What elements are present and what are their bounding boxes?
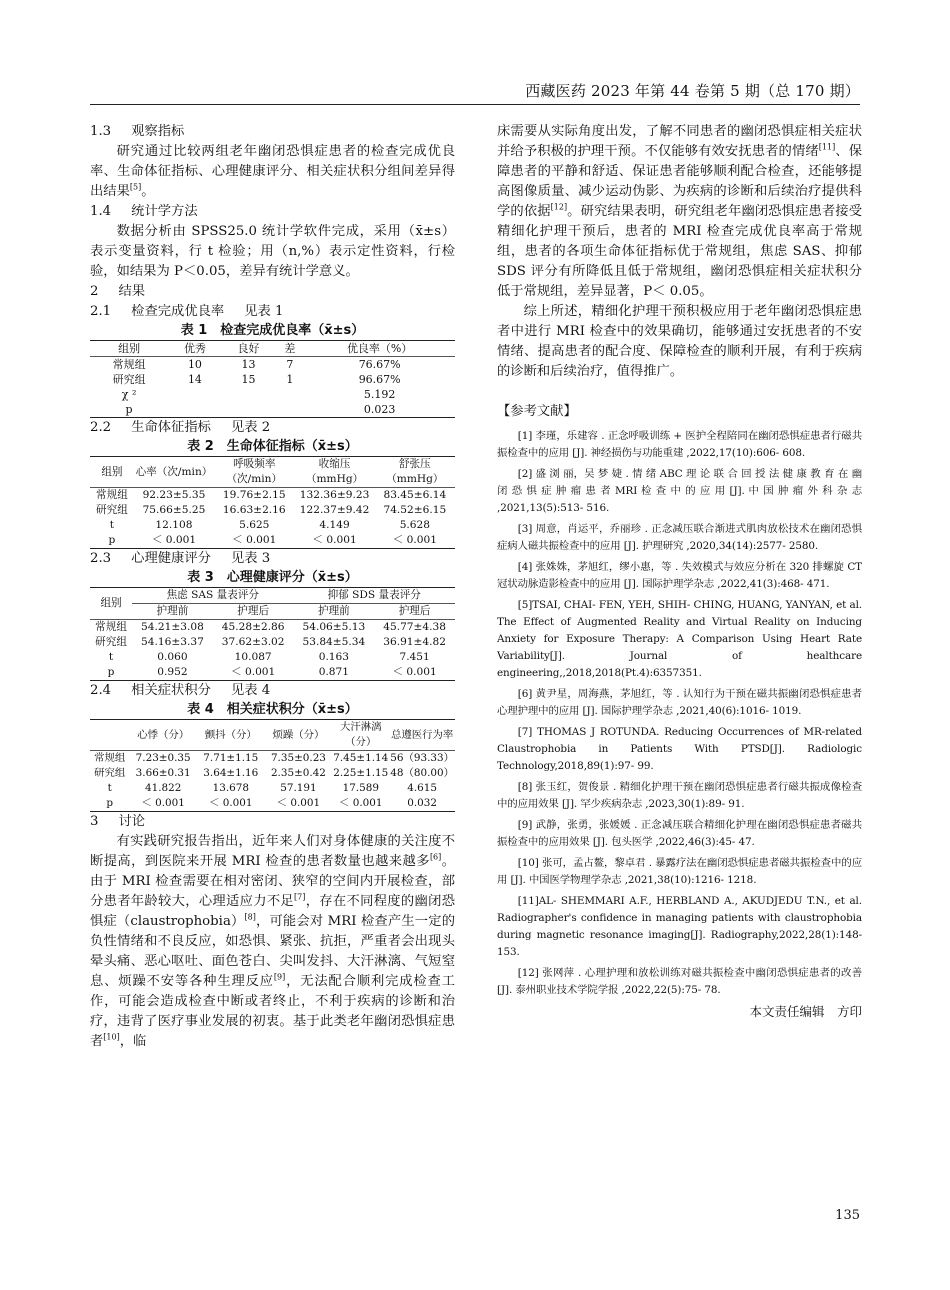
reference-item: [8] 张玉红，贺俊景 . 精细化护理干预在幽闭恐惧症患者行磁共振成像检查中的应用效果 [J]. 罕少疾病杂志 ,2023,30(1):89- 91. [497, 781, 862, 810]
table-cell [222, 402, 276, 418]
heading-number: 3 [90, 814, 99, 829]
table-header-cell: 组别 [90, 588, 132, 620]
table-cell: 45.28±2.86 [221, 621, 285, 633]
table-header-cell: 心率（次/min） [135, 465, 213, 478]
table-row [90, 650, 455, 665]
table-cell: 54.21±3.08 [141, 621, 204, 633]
table-cell: 7.23±0.35 [135, 752, 191, 764]
heading-text: 心理健康评分 [131, 551, 211, 566]
table-cell: 常规组 [96, 489, 128, 501]
table-3 [90, 587, 455, 681]
table-row [90, 357, 455, 373]
table-cell: 13 [241, 358, 256, 371]
para-text: 研究通过比较两组老年幽闭恐惧症患者的检查完成优良率、生命体征指标、心理健康评分、相关症状积分组间差异得出结果 [90, 144, 455, 199]
table-cell: 57.191 [280, 782, 317, 794]
citation: [7] [294, 892, 306, 902]
citation: [12] [550, 202, 568, 212]
citation: [10] [103, 1032, 120, 1042]
discussion-paragraph [90, 832, 455, 1052]
table-cell: 10 [187, 358, 202, 371]
table-2 [90, 456, 455, 549]
table-header-cell: 护理前 [156, 605, 189, 617]
citation: [6] [429, 852, 442, 862]
citation: [8] [244, 912, 256, 922]
table-cell: ＜ 0.001 [392, 666, 437, 678]
table-row [90, 518, 455, 533]
table-cell: 48（80.00） [390, 767, 454, 779]
table-cell: 10.087 [234, 651, 272, 663]
table-4 [90, 719, 455, 812]
table-4-title: 表 4 相关症状积分（x̄±s） [187, 702, 358, 717]
para-text: 有实践研究报告指出，近年来人们对身体健康的关注度不断提高，到医院来开展 MRI 检查的患者数量也越来越多 [90, 834, 455, 869]
table-2-title: 表 2 生命体征指标（x̄±s） [187, 439, 358, 454]
table-cell: 53.84±5.34 [302, 636, 366, 648]
journal-title: 西藏医药 2023 年第 44 卷第 5 期（总 170 期） [525, 82, 860, 100]
table-reference: 见表 1 [244, 304, 284, 319]
table-cell: 45.77±4.38 [383, 621, 447, 633]
table-header-cell: 护理前 [317, 605, 350, 617]
table-cell: 83.45±6.14 [383, 489, 447, 501]
reference-item: [7] THOMAS J ROTUNDA. Reducing Occurrences of MR-related Claustrophobia in Patients With PTSD[J]. Radiologic Technology,2018,89(1):97- 99. [497, 726, 862, 772]
table-cell: 研究组 [112, 373, 146, 386]
table-row [90, 402, 455, 418]
table-cell: ＜ 0.001 [312, 534, 357, 546]
table-cell: 54.06±5.13 [302, 621, 366, 633]
table-header-cell: 差 [284, 342, 296, 355]
heading-number: 2.3 [90, 551, 112, 566]
table-header-cell: 抑郁 SDS 量表评分 [294, 588, 455, 604]
para-text: 。由于 MRI 检查需要在相对密闭、狭窄的空间内开展检查，部分患者年龄较大，心理适应力不足 [90, 854, 455, 909]
reference-item: [11]AL- SHEMMARI A.F., HERBLAND A., AKUDJEDU T.N., et al. Radiographer's confidence in managing patients with claustrophobia during magnetic resonance imaging[J]. Radiography,2022,28(1):148- 153. [497, 895, 862, 958]
table-cell: t [109, 519, 115, 531]
reference-item: [9] 武静，张勇，张媛媛 . 正念减压联合精细化护理在幽闭恐惧症患者磁共振检查中的应用效果 [J]. 包头医学 ,2022,46(3):45- 47. [497, 819, 862, 848]
table-row [90, 503, 455, 518]
table-cell: 0.023 [363, 403, 396, 416]
table-cell: 7.451 [399, 651, 430, 663]
table-row [90, 751, 455, 767]
table-cell: 122.37±9.42 [299, 504, 370, 516]
reference-item: [3] 周意，肖运平，乔丽珍 . 正念减压联合渐进式肌肉放松技术在幽闭恐惧症病人磁共振检查中的应用 [J]. 护理研究 ,2020,34(14):2577- 2580. [497, 523, 862, 552]
reference-item: [12] 张网萍 . 心理护理和放松训练对磁共振检查中幽闭恐惧症患者的改善 [J]. 泰州职业技术学院学报 ,2022,22(5):75- 78. [497, 967, 862, 996]
table-row [90, 620, 455, 636]
table-cell [275, 402, 304, 418]
reference-item: [6] 黄尹星，周海燕，茅旭红，等 . 认知行为干预在磁共振幽闭恐惧症患者心理护理中的应用 [J]. 国际护理学杂志 ,2021,40(6):1016- 1019. [497, 688, 862, 717]
table-reference: 见表 3 [230, 551, 271, 566]
table-header-cell: 组别 [101, 465, 123, 478]
table-header-cell: 优良率（%） [346, 342, 413, 355]
table-cell: 13.678 [212, 782, 249, 794]
table-header-cell [90, 720, 129, 751]
heading-text: 结果 [118, 284, 146, 299]
table-cell: 15 [241, 373, 256, 386]
table-header-cell: 良好 [237, 342, 260, 355]
table-cell: ＜ 0.001 [151, 534, 197, 546]
table-cell: χ ² [121, 388, 137, 401]
table-cell: ＜ 0.001 [276, 797, 321, 809]
para-text: ，无法配合顺利完成检查工作，可能会造成检查中断或者终止，不利于疾病的诊断和治疗，违背了医疗事业发展的初衷。基于此类老年幽闭恐惧症患者 [90, 974, 456, 1049]
table-cell: 研究组 [96, 504, 128, 516]
left-column [90, 122, 455, 1052]
table-cell: ＜ 0.001 [232, 534, 277, 546]
table-cell: 36.91±4.82 [383, 636, 447, 648]
table-cell: 3.66±0.31 [135, 767, 191, 779]
conclusion-paragraph: 综上所述，精细化护理干预积极应用于老年幽闭恐惧症患者中进行 MRI 检查中的效果确切，能够通过安抚患者的不安情绪、提高患者的配合度、保障检查的顺利开展，有利于疾病的诊断和后续治疗，值得推广。 [497, 304, 862, 379]
responsible-editor: 本文责任编辑 方印 [749, 1004, 862, 1019]
table-cell: 研究组 [94, 767, 126, 779]
table-header-cell: 收缩压（mmHg） [305, 458, 364, 485]
table-cell: 37.62±3.02 [221, 636, 285, 648]
table-cell: ＜ 0.001 [231, 666, 276, 678]
para-text: ，存在不同程度的幽闭恐惧症（claustrophobia） [90, 894, 456, 929]
heading-text: 统计学方法 [131, 204, 198, 219]
table-cell: 74.52±6.15 [383, 504, 447, 516]
table-header-cell: 舒张压（mmHg） [386, 458, 444, 485]
table-cell: 5.192 [363, 388, 396, 401]
table-header-cell: 呼吸频率（次/min） [226, 458, 283, 485]
heading-number: 1.3 [90, 124, 112, 139]
right-column [497, 122, 862, 1022]
table-cell: 常规组 [95, 621, 127, 633]
section-2-3-heading [90, 549, 455, 569]
section-2-1-heading [90, 302, 455, 322]
table-cell [222, 387, 276, 402]
para-text: ，临 [119, 1034, 147, 1049]
section-2-2-heading [90, 418, 455, 438]
table-reference: 见表 4 [230, 683, 271, 698]
table-cell: 17.589 [342, 782, 379, 794]
table-cell: 132.36±9.23 [299, 489, 370, 501]
table-cell: 96.67% [358, 373, 401, 386]
para-text: 。研究结果表明，研究组老年幽闭恐惧症患者接受精细化护理干预后，患者的 MRI 检查完成优良率高于常规组，患者的各项生命体征指标优于常规组，焦虑 SAS、抑郁 SDS 评分有所降低且低于常规组，幽闭恐惧症相关症状积分低于常规组，差异显著，P＜ 0.05。 [497, 204, 863, 299]
section-1-3-heading [90, 122, 455, 142]
table-cell: 0.163 [318, 651, 350, 663]
heading-text: 讨论 [118, 814, 146, 829]
heading-text: 观察指标 [131, 124, 185, 139]
table-cell: p [107, 666, 115, 678]
section-1-4-paragraph: 数据分析由 SPSS25.0 统计学软件完成，采用（x̄±s）表示变量资料，行 t 检验；用（n,%）表示定性资料，行检验，如结果为 P＜0.05，差异有统计学意义。 [90, 224, 455, 279]
table-cell: 2.25±1.15 [333, 767, 389, 779]
heading-number: 1.4 [90, 204, 112, 219]
table-header-cell: 组别 [118, 342, 141, 355]
para-text: ，可能会对 MRI 检查产生一定的负性情绪和不良反应，如恐惧、紧张、抗拒，严重者会出现头晕头痛、恶心呕吐、面色苍白、尖叫发抖、大汗淋漓、气短窒息、烦躁不安等各种生理反应 [90, 914, 455, 989]
table-cell: p [125, 403, 133, 416]
heading-number: 2.1 [90, 304, 112, 319]
table-header-cell: 心悸（分） [137, 728, 190, 741]
table-cell: 2.35±0.42 [270, 767, 326, 779]
table-cell: 56（93.33） [390, 752, 454, 764]
table-header-cell: 焦虑 SAS 量表评分 [132, 588, 293, 604]
discussion-paragraph-continued [497, 122, 862, 302]
table-row [90, 796, 455, 812]
table-cell [168, 402, 222, 418]
table-cell: 常规组 [112, 358, 146, 371]
section-2-4-heading [90, 681, 455, 701]
table-cell: 0.871 [318, 666, 350, 678]
citation: [11] [818, 142, 836, 152]
table-cell: 5.628 [399, 519, 431, 531]
table-header-cell: 护理后 [237, 605, 270, 617]
section-2-heading [90, 282, 455, 302]
para-text: 床需要从实际角度出发，了解不同患者的幽闭恐惧症相关症状并给予积极的护理干预。不仅能够有效安抚患者的情绪 [497, 124, 862, 159]
heading-text: 生命体征指标 [131, 420, 211, 435]
table-cell: 0.060 [157, 651, 188, 663]
table-cell: ＜ 0.001 [392, 534, 437, 546]
table-cell: ＜ 0.001 [141, 797, 185, 809]
table-cell: ＜ 0.001 [209, 797, 253, 809]
heading-text: 检查完成优良率 [131, 304, 225, 319]
table-header-cell: 烦躁（分） [272, 728, 325, 741]
table-cell: 12.108 [155, 519, 193, 531]
table-header-cell: 优秀 [183, 342, 206, 355]
reference-item: [10] 张可，孟占鳌，黎卓君 . 暴露疗法在幽闭恐惧症患者磁共振检查中的应用 [J]. 中国医学物理学杂志 ,2021,38(10):1216- 1218. [497, 857, 862, 886]
section-1-4-heading [90, 202, 455, 222]
table-cell: 3.64±1.16 [203, 767, 259, 779]
references-heading: 【参考文献】 [497, 404, 577, 419]
table-row [90, 533, 455, 549]
table-header-cell: 大汗淋漓（分） [339, 721, 382, 748]
table-row [90, 387, 455, 402]
table-cell: 1 [286, 373, 294, 386]
para-text: 、保障患者的平静和舒适、保证患者能够顺利配合检查，还能够提高图像质量、减少运动伪影、为疾病的诊断和后续治疗提供科学的依据 [497, 144, 863, 219]
section-3-heading [90, 812, 455, 832]
table-cell: 14 [187, 373, 202, 386]
table-cell: 16.63±2.16 [222, 504, 286, 516]
table-cell: 76.67% [358, 358, 401, 371]
table-cell: 7.45±1.14 [333, 752, 389, 764]
table-cell: 0.952 [157, 666, 188, 678]
table-cell: 7.35±0.23 [270, 752, 326, 764]
table-reference: 见表 2 [230, 420, 271, 435]
table-row [90, 766, 455, 781]
citation: [5] [129, 182, 142, 192]
table-cell: 0.032 [407, 797, 437, 809]
table-cell: 54.16±3.37 [141, 636, 204, 648]
journal-header [90, 80, 860, 105]
table-cell: t [107, 782, 112, 794]
reference-item: [5]TSAI, CHAI- FEN, YEH, SHIH- CHING, HUANG, YANYAN, et al. The Effect of Augmented Reality and Virtual Reality on Inducing Anxiety for Exposure Therapy: A Comparison Using Heart Rate Variability[J]. Journal of healthcare engineering,,2018,2018(Pt.4):6357351. [497, 599, 862, 679]
table-cell [168, 387, 222, 402]
table-row [90, 488, 455, 504]
table-cell: p [108, 534, 116, 546]
heading-text: 相关症状积分 [131, 683, 211, 698]
table-cell: 92.23±5.35 [142, 489, 206, 501]
table-row [90, 372, 455, 387]
table-cell: ＜ 0.001 [339, 797, 383, 809]
table-cell: 75.66±5.25 [142, 504, 206, 516]
table-header-cell: 护理后 [398, 605, 431, 617]
heading-number: 2.2 [90, 420, 112, 435]
citation: [9] [273, 972, 286, 982]
table-cell: 5.625 [239, 519, 270, 531]
table-header-cell: 颤抖（分） [204, 728, 257, 741]
table-cell: 41.822 [144, 782, 182, 794]
para-text: 。 [141, 184, 155, 199]
table-header-cell: 总遵医行为率 [390, 728, 454, 741]
table-cell: 研究组 [95, 636, 127, 648]
table-1 [90, 340, 455, 418]
reference-item: [2] 盛 浏 丽，吴 梦 婕 . 情 绪 ABC 理 论 联 合 回 授 法 健 康 教 育 在 幽 闭 恐 惧 症 肿 瘤 患 者 MRI 检 查 中 的 应 用 [J]. 中 国 肿 瘤 外 科 杂 志 ,2021,13(5):513- 516. [497, 468, 862, 514]
table-cell: p [106, 797, 113, 809]
table-cell: 4.615 [407, 782, 437, 794]
table-cell: t [108, 651, 114, 663]
heading-number: 2.4 [90, 683, 112, 698]
table-row [90, 781, 455, 796]
table-cell: 常规组 [94, 752, 126, 764]
table-cell: 19.76±2.15 [222, 489, 286, 501]
table-1-title: 表 1 检查完成优良率（x̄±s） [180, 323, 365, 338]
section-1-3-paragraph [90, 142, 455, 202]
reference-item: [4] 张姝姝，茅旭红，缪小惠，等 . 失效模式与效应分析在 320 排螺旋 CT 冠状动脉造影检查中的应用 [J]. 国际护理学杂志 ,2022,41(3):468- 471. [497, 561, 862, 590]
heading-number: 2 [90, 284, 99, 299]
table-3-title: 表 3 心理健康评分（x̄±s） [187, 570, 358, 585]
table-row [90, 635, 455, 650]
table-cell: 4.149 [319, 519, 350, 531]
table-cell: 7 [286, 358, 294, 371]
reference-item: [1] 李瑾，乐建容 . 正念呼吸训练 + 医护全程陪同在幽闭恐惧症患者行磁共振检查中的应用 [J]. 神经损伤与功能重建 ,2022,17(10):606- 608. [497, 430, 862, 459]
table-row [90, 665, 455, 681]
table-cell [275, 387, 304, 402]
page-number: 135 [835, 1208, 860, 1223]
table-cell: 7.71±1.15 [203, 752, 259, 764]
